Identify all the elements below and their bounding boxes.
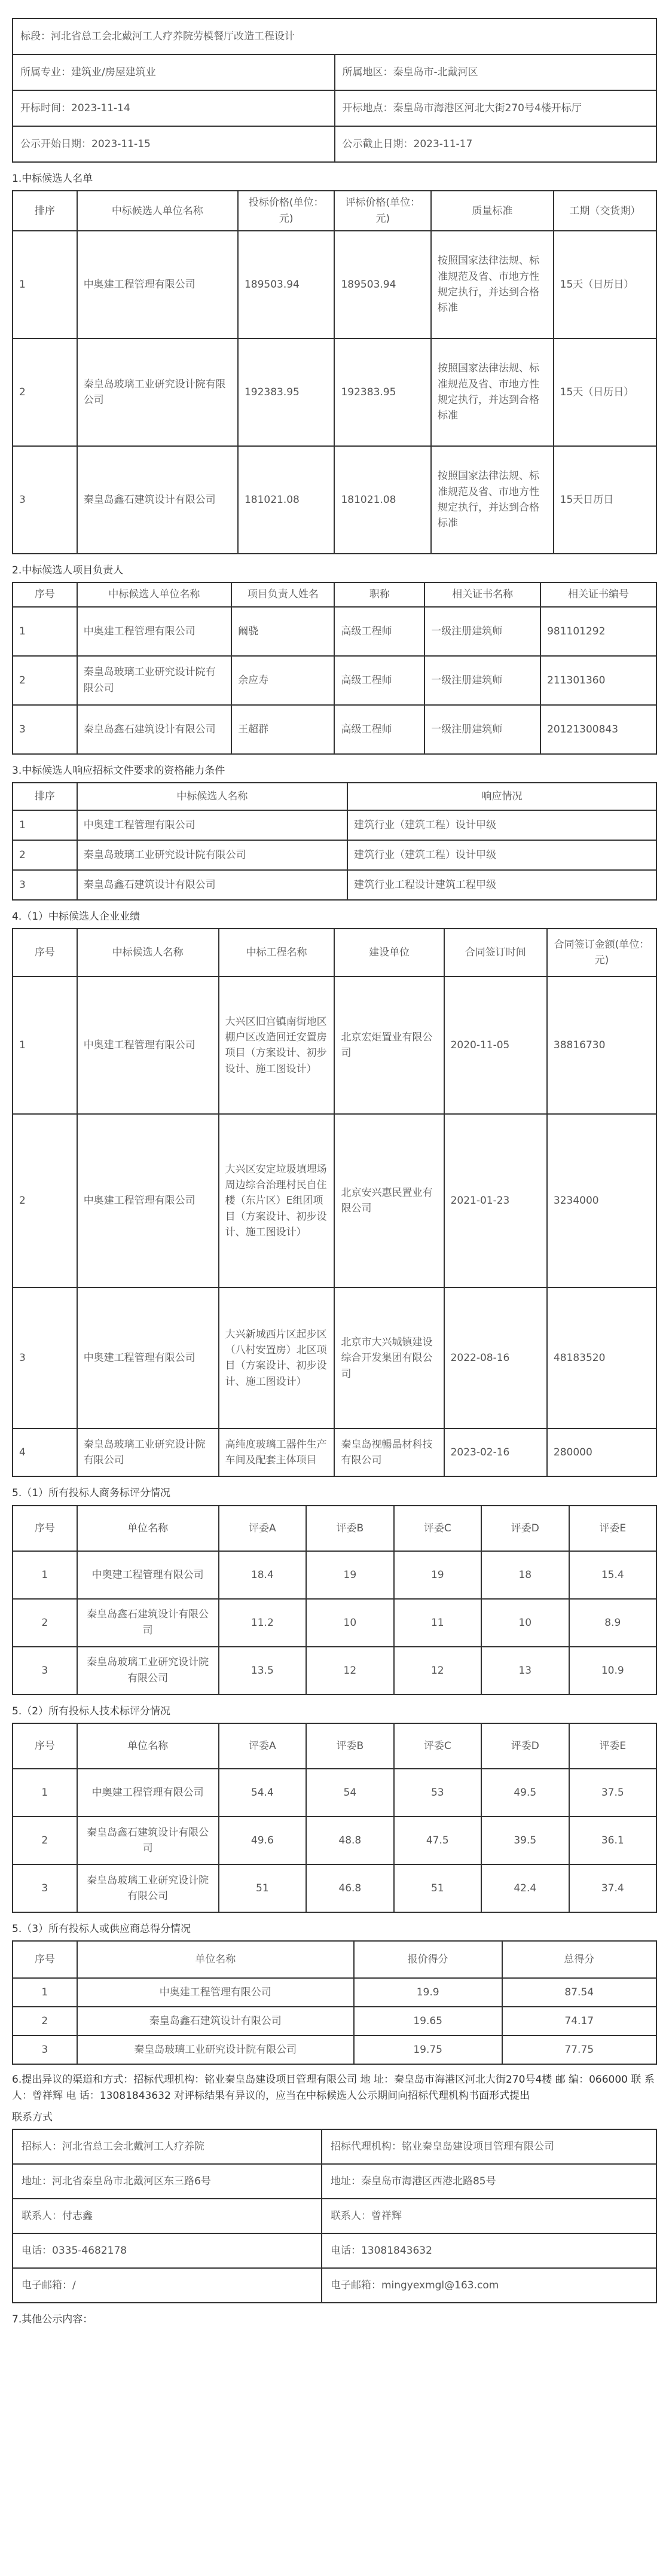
table-row [13,19,656,54]
column-header: 评委A [219,1506,306,1551]
table-cell: 181021.08 [238,446,335,554]
table-cell: 37.4 [569,1864,657,1912]
table-cell: 189503.94 [238,231,335,338]
table-cell: 秦皇岛玻璃工业研究设计院有限公司 [77,1647,219,1695]
table-cell: 3 [13,1647,77,1695]
table-row [13,1551,656,1599]
table-cell: 3 [13,446,77,554]
project-info-table [12,18,657,163]
table-cell: 中奥建工程管理有限公司 [77,1287,219,1429]
table-cell: 10 [306,1599,393,1647]
table-cell: 秦皇岛玻璃工业研究设计院有限公司 [77,338,238,446]
table-cell: 51 [394,1864,481,1912]
table-cell: 39.5 [481,1817,569,1864]
column-header: 响应情况 [347,783,656,810]
table-header-row [13,783,656,810]
contact-heading: 联系方式 [12,2111,53,2124]
table-header-row [13,1506,656,1551]
column-header: 中标候选人单位名称 [77,191,238,231]
table-cell: 13.5 [219,1647,306,1695]
table-row [13,338,656,446]
column-header: 序号 [13,1941,77,1978]
table-cell: 38816730 [547,976,656,1114]
table-row [13,1599,656,1647]
section-title: 4.（1）中标候选人企业业绩 [12,911,140,923]
technical-score-table [12,1723,657,1913]
table-cell: 秦皇岛鑫石建筑设计有限公司 [77,2007,354,2035]
table-cell: 15.4 [569,1551,657,1599]
column-header: 单位名称 [77,1506,219,1551]
table-cell: 19.9 [354,1978,502,2007]
column-header: 相关证书编号 [540,582,656,606]
total-score-table [12,1940,657,2065]
column-header: 评委D [481,1723,569,1769]
section-title: 7.其他公示内容： [12,2313,93,2326]
table-cell: 15天日历日 [554,446,656,554]
table-cell: 37.5 [569,1769,657,1817]
table-cell: 53 [394,1769,481,1817]
column-header: 评委A [219,1723,306,1769]
table-cell: 秦皇岛玻璃工业研究设计院有限公司 [77,656,231,705]
table-cell: 2 [13,1599,77,1647]
table-cell: 11.2 [219,1599,306,1647]
column-header: 评委B [306,1506,393,1551]
table-cell: 建筑行业工程设计建筑工程甲级 [347,870,656,900]
publicity-end: 公示截止日期：2023-11-17 [335,126,657,162]
table-cell: 2 [13,840,77,870]
qualification-table [12,782,657,901]
table-cell: 王超群 [231,705,334,754]
performance-table [12,928,657,1477]
bid-open-time: 开标时间：2023-11-14 [13,90,335,126]
table-cell: 87.54 [502,1978,657,2007]
table-cell: 大兴区旧宫镇南街地区棚户区改造回迁安置房项目（方案设计、初步设计、施工图设计） [219,976,335,1114]
table-cell: 15天（日历日） [554,231,656,338]
table-cell: 3 [13,1864,77,1912]
agency-address: 地址：秦皇岛市海港区西港北路85号 [322,2164,656,2199]
region-cell: 所属地区：秦皇岛市-北戴河区 [335,54,657,90]
table-cell: 秦皇岛鑫石建筑设计有限公司 [77,446,238,554]
table-cell: 49.6 [219,1817,306,1864]
table-cell: 10 [481,1599,569,1647]
objection-paragraph: 6.提出异议的渠道和方式：招标代理机构：铭业秦皇岛建设项目管理有限公司 地 址：秦皇岛市海港区河北大街270号4楼 邮 编：066000 联 系 人：曾祥辉 电 话：13081843632 对评标结果有异议的，应当在中标候选人公示期间向招标代理机构书面形式提出 [12,2074,655,2102]
column-header: 评标价格(单位：元) [334,191,431,231]
column-header: 序号 [13,1506,77,1551]
table-row [13,231,656,338]
table-row [13,810,656,840]
table-cell: 192383.95 [334,338,431,446]
table-row [13,840,656,870]
table-cell: 19.65 [354,2007,502,2035]
column-header: 工期（交货期） [554,191,656,231]
table-row [13,1287,656,1429]
table-cell: 2022-08-16 [444,1287,547,1429]
table-cell: 2023-02-16 [444,1429,547,1476]
table-cell: 1 [13,231,77,338]
table-cell: 54 [306,1769,393,1817]
table-cell: 高纯度玻璃工器件生产车间及配套主体项目 [219,1429,335,1476]
table-row [13,2129,656,2164]
column-header: 评委C [394,1723,481,1769]
column-header: 序号 [13,1723,77,1769]
column-header: 建设单位 [334,929,444,976]
table-cell: 48183520 [547,1287,656,1429]
business-score-table [12,1505,657,1695]
table-cell: 192383.95 [238,338,335,446]
table-cell: 1 [13,976,77,1114]
column-header: 相关证书名称 [424,582,540,606]
table-cell: 按照国家法律法规、标准规范及省、市地方性规定执行，并达到合格标准 [431,446,554,554]
table-cell: 19 [394,1551,481,1599]
column-header: 质量标准 [431,191,554,231]
table-cell: 8.9 [569,1599,657,1647]
column-header: 单位名称 [77,1941,354,1978]
table-cell: 20121300843 [540,705,656,754]
agency-contact: 联系人：曾祥辉 [322,2199,656,2233]
table-cell: 大兴区安定垃圾填埋场周边综合治理村民自住楼（东片区）E组团项目（方案设计、初步设计、施工图设计） [219,1114,335,1287]
tenderer-address: 地址：河北省秦皇岛市北戴河区东三路6号 [13,2164,322,2199]
column-header: 序号 [13,582,77,606]
table-cell: 按照国家法律法规、标准规范及省、市地方性规定执行，并达到合格标准 [431,338,554,446]
table-row [13,54,656,90]
table-cell: 北京宏炬置业有限公司 [334,976,444,1114]
table-row [13,446,656,554]
section-title: 1.中标候选人名单 [12,173,93,185]
table-cell: 中奥建工程管理有限公司 [77,231,238,338]
table-row [13,607,656,656]
table-row [13,1864,656,1912]
table-row [13,656,656,705]
table-cell: 2 [13,1817,77,1864]
table-row [13,870,656,900]
column-header: 序号 [13,929,77,976]
table-cell: 189503.94 [334,231,431,338]
table-cell: 1 [13,607,77,656]
column-header: 评委C [394,1506,481,1551]
table-cell: 秦皇岛玻璃工业研究设计院有限公司 [77,840,347,870]
table-row [13,126,656,162]
table-header-row [13,582,656,606]
table-header-row [13,191,656,231]
agency-email[interactable]: 电子邮箱：mingyexmgl@163.com [322,2268,656,2303]
column-header: 报价得分 [354,1941,502,1978]
table-cell: 1 [13,1978,77,2007]
table-cell: 秦皇岛鑫石建筑设计有限公司 [77,1599,219,1647]
tenderer-phone: 电话：0335-4682178 [13,2233,322,2268]
column-header: 中标候选人名称 [77,783,347,810]
table-cell: 15天（日历日） [554,338,656,446]
project-leader-table [12,582,657,754]
column-header: 单位名称 [77,1723,219,1769]
table-header-row [13,929,656,976]
candidate-list-table [12,190,657,554]
table-row [13,1978,656,2007]
column-header: 项目负责人姓名 [231,582,334,606]
table-cell: 11 [394,1599,481,1647]
table-cell: 981101292 [540,607,656,656]
table-cell: 3 [13,2035,77,2064]
column-header: 合同签订金额(单位：元) [547,929,656,976]
column-header: 中标候选人名称 [77,929,219,976]
column-header: 排序 [13,783,77,810]
table-cell: 秦皇岛鑫石建筑设计有限公司 [77,870,347,900]
table-cell: 秦皇岛视暢晶材科技有限公司 [334,1429,444,1476]
table-cell: 42.4 [481,1864,569,1912]
table-row [13,2268,656,2303]
table-cell: 高级工程师 [334,607,424,656]
table-cell: 中奥建工程管理有限公司 [77,1551,219,1599]
table-cell: 13 [481,1647,569,1695]
section-title: 5.（2）所有投标人技术标评分情况 [12,1705,171,1717]
section-title: 5.（1）所有投标人商务标评分情况 [12,1487,171,1500]
column-header: 排序 [13,191,77,231]
table-row [13,1769,656,1817]
table-cell: 按照国家法律法规、标准规范及省、市地方性规定执行，并达到合格标准 [431,231,554,338]
table-cell: 2 [13,1114,77,1287]
table-cell: 一级注册建筑师 [424,705,540,754]
table-cell: 一级注册建筑师 [424,607,540,656]
table-cell: 建筑行业（建筑工程）设计甲级 [347,810,656,840]
table-cell: 54.4 [219,1769,306,1817]
column-header: 总得分 [502,1941,657,1978]
table-cell: 2 [13,2007,77,2035]
table-cell: 高级工程师 [334,656,424,705]
profession-cell: 所属专业：建筑业/房屋建筑业 [13,54,335,90]
column-header: 中标工程名称 [219,929,335,976]
table-row [13,2007,656,2035]
table-cell: 47.5 [394,1817,481,1864]
column-header: 中标候选人单位名称 [77,582,231,606]
table-cell: 4 [13,1429,77,1476]
table-cell: 余应寿 [231,656,334,705]
table-cell: 中奥建工程管理有限公司 [77,607,231,656]
table-cell: 19 [306,1551,393,1599]
table-cell: 46.8 [306,1864,393,1912]
table-row [13,705,656,754]
column-header: 投标价格(单位：元) [238,191,335,231]
table-cell: 3234000 [547,1114,656,1287]
table-cell: 280000 [547,1429,656,1476]
table-cell: 49.5 [481,1769,569,1817]
table-cell: 大兴新城西片区起步区（八村安置房）北区项目（方案设计、初步设计、施工图设计） [219,1287,335,1429]
column-header: 评委B [306,1723,393,1769]
table-row [13,2164,656,2199]
table-cell: 秦皇岛鑫石建筑设计有限公司 [77,705,231,754]
table-cell: 211301360 [540,656,656,705]
table-cell: 北京市大兴城镇建设综合开发集团有限公司 [334,1287,444,1429]
table-cell: 高级工程师 [334,705,424,754]
table-cell: 2 [13,338,77,446]
table-cell: 2020-11-05 [444,976,547,1114]
table-cell: 48.8 [306,1817,393,1864]
table-cell: 36.1 [569,1817,657,1864]
section-title: 3.中标候选人响应招标文件要求的资格能力条件 [12,764,225,777]
table-header-row [13,1723,656,1769]
tenderer-email: 电子邮箱：/ [13,2268,322,2303]
table-cell: 中奥建工程管理有限公司 [77,810,347,840]
tenderer-contact: 联系人：付志鑫 [13,2199,322,2233]
table-cell: 12 [306,1647,393,1695]
tenderer-name: 招标人：河北省总工会北戴河工人疗养院 [13,2129,322,2164]
table-cell: 18 [481,1551,569,1599]
table-cell: 秦皇岛玻璃工业研究设计院有限公司 [77,2035,354,2064]
table-cell: 秦皇岛玻璃工业研究设计院有限公司 [77,1429,219,1476]
table-row [13,90,656,126]
table-row [13,2035,656,2064]
table-cell: 18.4 [219,1551,306,1599]
agency-phone: 电话：13081843632 [322,2233,656,2268]
table-cell: 2 [13,656,77,705]
table-row [13,976,656,1114]
table-cell: 51 [219,1864,306,1912]
table-row [13,1429,656,1476]
table-cell: 1 [13,1769,77,1817]
section-title: 2.中标候选人项目负责人 [12,564,124,577]
table-cell: 2021-01-23 [444,1114,547,1287]
table-cell: 3 [13,1287,77,1429]
bid-open-place: 开标地点：秦皇岛市海港区河北大街270号4楼开标厅 [335,90,657,126]
table-row [13,1114,656,1287]
table-cell: 77.75 [502,2035,657,2064]
table-cell: 10.9 [569,1647,657,1695]
agency-name: 招标代理机构：铭业秦皇岛建设项目管理有限公司 [322,2129,656,2164]
column-header: 评委D [481,1506,569,1551]
section-title: 5.（3）所有投标人或供应商总得分情况 [12,1923,191,1936]
column-header: 职称 [334,582,424,606]
contact-table [12,2129,657,2303]
table-cell: 74.17 [502,2007,657,2035]
table-cell: 中奥建工程管理有限公司 [77,976,219,1114]
section-label: 标段：河北省总工会北戴河工人疗养院劳模餐厅改造工程设计 [13,19,656,54]
table-cell: 一级注册建筑师 [424,656,540,705]
column-header: 合同签订时间 [444,929,547,976]
table-row [13,2199,656,2233]
table-cell: 3 [13,705,77,754]
table-cell: 19.75 [354,2035,502,2064]
table-cell: 1 [13,1551,77,1599]
table-cell: 中奥建工程管理有限公司 [77,1114,219,1287]
table-row [13,2233,656,2268]
table-cell: 中奥建工程管理有限公司 [77,1978,354,2007]
table-cell: 1 [13,810,77,840]
table-cell: 北京安兴惠民置业有限公司 [334,1114,444,1287]
table-cell: 中奥建工程管理有限公司 [77,1769,219,1817]
table-row [13,1647,656,1695]
table-cell: 建筑行业（建筑工程）设计甲级 [347,840,656,870]
table-row [13,1817,656,1864]
table-cell: 秦皇岛玻璃工业研究设计院有限公司 [77,1864,219,1912]
column-header: 评委E [569,1723,657,1769]
table-cell: 秦皇岛鑫石建筑设计有限公司 [77,1817,219,1864]
table-cell: 3 [13,870,77,900]
publicity-start: 公示开始日期：2023-11-15 [13,126,335,162]
column-header: 评委E [569,1506,657,1551]
table-cell: 阚骁 [231,607,334,656]
table-header-row [13,1941,656,1978]
table-cell: 12 [394,1647,481,1695]
table-cell: 181021.08 [334,446,431,554]
